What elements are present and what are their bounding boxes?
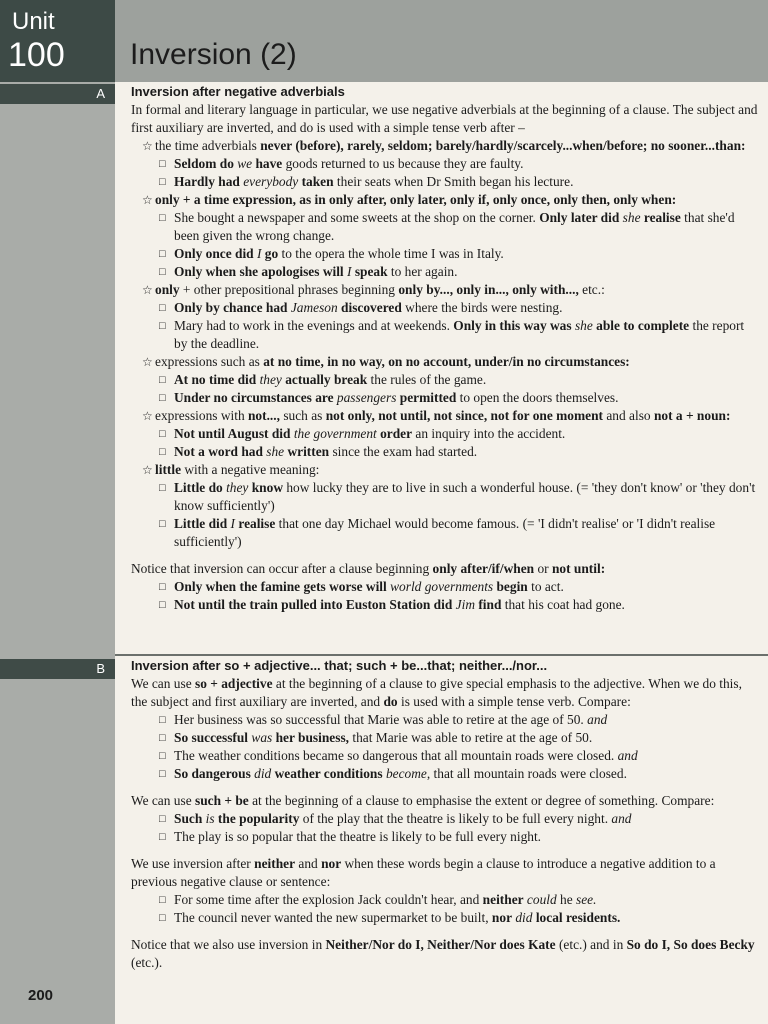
star-icon: ☆ bbox=[142, 355, 153, 369]
star-icon: ☆ bbox=[142, 193, 153, 207]
unit-box bbox=[0, 0, 115, 82]
example: □ Only when the famine gets worse will world governments begin to act. bbox=[159, 579, 564, 594]
box-icon: □ bbox=[159, 320, 166, 332]
example: □ So dangerous did weather conditions become, that all mountain roads were closed. bbox=[159, 766, 627, 781]
example: □ The weather conditions became so dangerous that all mountain roads were closed. and bbox=[159, 748, 638, 763]
box-icon: □ bbox=[159, 518, 166, 530]
star-icon: ☆ bbox=[142, 139, 153, 153]
box-icon: □ bbox=[159, 302, 166, 314]
box-icon: □ bbox=[159, 813, 166, 825]
example: □ Such is the popularity of the play that the theatre is likely to be full every night. and bbox=[159, 811, 632, 826]
section-a-heading: Inversion after negative adverbials bbox=[131, 84, 345, 99]
box-icon: □ bbox=[159, 212, 166, 224]
box-icon: □ bbox=[159, 374, 166, 386]
bullet-only-prepositional: ☆ only + other prepositional phrases beginning only by..., only in..., only with..., etc.: bbox=[142, 282, 605, 297]
example: □ Not until the train pulled into Euston Station did Jim find that his coat had gone. bbox=[159, 597, 625, 612]
star-icon: ☆ bbox=[142, 409, 153, 423]
box-icon: □ bbox=[159, 768, 166, 780]
page-title: Inversion (2) bbox=[130, 38, 297, 71]
star-icon: ☆ bbox=[142, 283, 153, 297]
box-icon: □ bbox=[159, 482, 166, 494]
example: □ So successful was her business, that Marie was able to retire at the age of 50. bbox=[159, 730, 593, 745]
section-b-letter: B bbox=[96, 661, 105, 676]
section-divider bbox=[115, 654, 768, 656]
example: □ Only once did I go to the opera the whole time I was in Italy. bbox=[159, 246, 504, 261]
box-icon: □ bbox=[159, 176, 166, 188]
header-bar bbox=[0, 0, 768, 82]
section-b-para-2: We can use such + be at the beginning of a clause to emphasise the extent or degree of something. Compare: bbox=[131, 793, 715, 808]
box-icon: □ bbox=[159, 446, 166, 458]
section-b-para-4: Notice that we also use inversion in Neither/Nor do I, Neither/Nor does Kate (etc.) and in So do I, So does Becky (etc.). bbox=[131, 937, 755, 970]
box-icon: □ bbox=[159, 732, 166, 744]
example: □ Not a word had she written since the exam had started. bbox=[159, 444, 478, 459]
box-icon: □ bbox=[159, 392, 166, 404]
example: □ Under no circumstances are passengers permitted to open the doors themselves. bbox=[159, 390, 619, 405]
section-b-para-3: We use inversion after neither and nor when these words begin a clause to introduce a negative addition to a previous negative clause or sentence: bbox=[131, 856, 716, 889]
example: □ Her business was so successful that Marie was able to retire at the age of 50. and bbox=[159, 712, 608, 727]
box-icon: □ bbox=[159, 266, 166, 278]
example: □ Little do they know how lucky they are to live in such a wonderful house. (= 'they don't know' or 'they don't know sufficiently') bbox=[159, 480, 756, 513]
bullet-not-expressions: ☆ expressions with not..., such as not only, not until, not since, not for one moment and also not a + noun: bbox=[142, 408, 731, 423]
box-icon: □ bbox=[159, 831, 166, 843]
example: □ Only by chance had Jameson discovered where the birds were nesting. bbox=[159, 300, 563, 315]
section-a-content bbox=[131, 83, 759, 614]
box-icon: □ bbox=[159, 894, 166, 906]
section-a-intro: In formal and literary language in particular, we use negative adverbials at the beginning of a clause. The subject and first auxiliary are inverted, and do is used with a simple tense verb after – bbox=[131, 102, 758, 135]
bullet-only-time: ☆ only + a time expression, as in only after, only later, only if, only once, only then, only when: bbox=[142, 192, 677, 207]
box-icon: □ bbox=[159, 581, 166, 593]
box-icon: □ bbox=[159, 599, 166, 611]
example: □ Seldom do we have goods returned to us because they are faulty. bbox=[159, 156, 524, 171]
example: □ The play is so popular that the theatre is likely to be full every night. bbox=[159, 829, 542, 844]
example: □ The council never wanted the new supermarket to be built, nor did local residents. bbox=[159, 910, 621, 925]
example: □ Only when she apologises will I speak to her again. bbox=[159, 264, 458, 279]
example: □ For some time after the explosion Jack couldn't hear, and neither could he see. bbox=[159, 892, 597, 907]
box-icon: □ bbox=[159, 428, 166, 440]
example: □ Mary had to work in the evenings and at weekends. Only in this way was she able to complete the report by the deadline. bbox=[159, 318, 745, 351]
example: □ Little did I realise that one day Michael would become famous. (= 'I didn't realise' or 'I didn't realise sufficiently') bbox=[159, 516, 716, 549]
bullet-expressions: ☆ expressions such as at no time, in no way, on no account, under/in no circumstances: bbox=[142, 354, 630, 369]
unit-label: Unit bbox=[12, 8, 55, 35]
box-icon: □ bbox=[159, 158, 166, 170]
bullet-little: ☆ little with a negative meaning: bbox=[142, 462, 320, 477]
star-icon: ☆ bbox=[142, 463, 153, 477]
box-icon: □ bbox=[159, 750, 166, 762]
example: □ She bought a newspaper and some sweets at the shop on the corner. Only later did she realise that she'd been given the wrong change. bbox=[159, 210, 735, 243]
section-a-tab bbox=[0, 84, 115, 104]
unit-number: 100 bbox=[8, 36, 65, 74]
example: □ At no time did they actually break the rules of the game. bbox=[159, 372, 487, 387]
section-b-heading: Inversion after so + adjective... that; such + be...that; neither.../nor... bbox=[131, 658, 548, 673]
section-a-letter: A bbox=[96, 86, 105, 101]
section-b-para-1: We can use so + adjective at the beginning of a clause to give special emphasis to the adjective. When we do this, the subject and first auxiliary are inverted, and do is used with a simple tense verb. Compare: bbox=[131, 676, 742, 709]
box-icon: □ bbox=[159, 714, 166, 726]
page-number: 200 bbox=[28, 987, 54, 1004]
section-a-notice: Notice that inversion can occur after a clause beginning only after/if/when or not until: bbox=[131, 561, 606, 576]
example: □ Not until August did the government order an inquiry into the accident. bbox=[159, 426, 566, 441]
bullet-time-adverbials: ☆ the time adverbials never (before), rarely, seldom; barely/hardly/scarcely...when/before; no sooner...than: bbox=[142, 138, 746, 153]
box-icon: □ bbox=[159, 912, 166, 924]
sidebar bbox=[0, 0, 115, 1024]
section-b-content bbox=[131, 657, 759, 972]
section-b-tab bbox=[0, 659, 115, 679]
box-icon: □ bbox=[159, 248, 166, 260]
example: □ Hardly had everybody taken their seats when Dr Smith began his lecture. bbox=[159, 174, 574, 189]
